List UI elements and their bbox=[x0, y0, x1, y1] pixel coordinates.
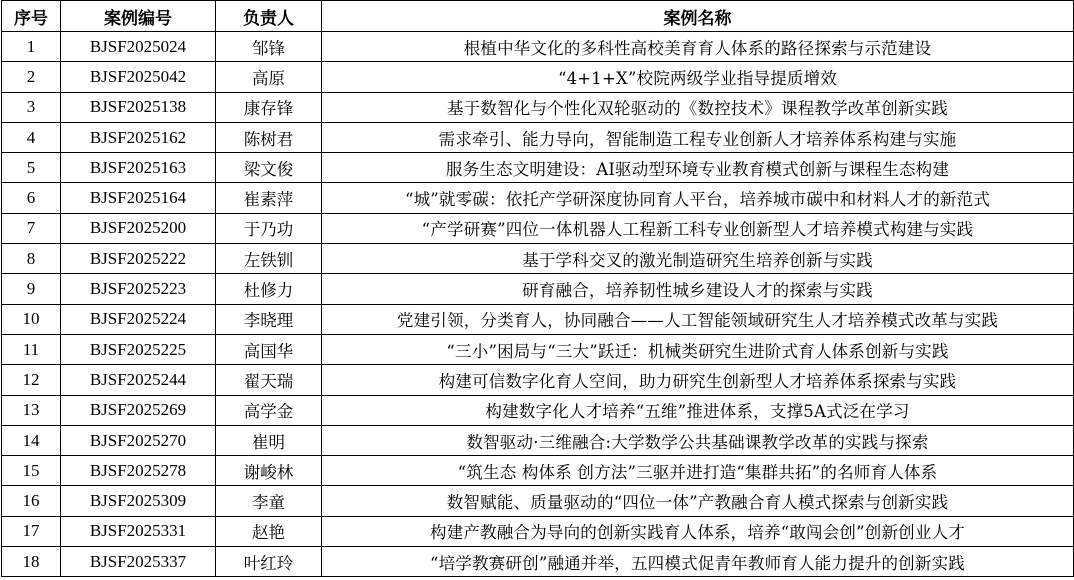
cell-case-title: “城”就零碳：依托产学研深度协同育人平台，培养城市碳中和材料人才的新范式 bbox=[322, 183, 1074, 213]
header-row bbox=[2, 1, 1074, 32]
cell-index: 5 bbox=[2, 153, 61, 183]
cell-case-code: BJSF2025244 bbox=[61, 365, 216, 395]
cell-case-title: 研育融合，培养韧性城乡建设人才的探索与实践 bbox=[322, 274, 1074, 304]
cell-owner: 赵艳 bbox=[216, 516, 322, 546]
table-row bbox=[2, 425, 1074, 455]
cell-owner: 左铁钏 bbox=[216, 244, 322, 274]
table-row bbox=[2, 395, 1074, 425]
cell-case-code: BJSF2025164 bbox=[61, 183, 216, 213]
cell-owner: 李晓理 bbox=[216, 304, 322, 334]
table-row bbox=[2, 183, 1074, 213]
cell-case-title: “培学教赛研创”融通并举，五四模式促青年教师育人能力提升的创新实践 bbox=[322, 547, 1074, 577]
cell-owner: 高原 bbox=[216, 62, 322, 92]
header-index: 序号 bbox=[2, 1, 61, 32]
cell-index: 18 bbox=[2, 547, 61, 577]
table-row bbox=[2, 334, 1074, 364]
cell-index: 2 bbox=[2, 62, 61, 92]
table-row bbox=[2, 122, 1074, 152]
cell-case-code: BJSF2025224 bbox=[61, 304, 216, 334]
cell-index: 6 bbox=[2, 183, 61, 213]
cell-index: 8 bbox=[2, 244, 61, 274]
cell-case-code: BJSF2025222 bbox=[61, 244, 216, 274]
cell-case-title: “筑生态 构体系 创方法”三驱并进打造“集群共拓”的名师育人体系 bbox=[322, 456, 1074, 486]
cell-owner: 陈树君 bbox=[216, 122, 322, 152]
cell-case-title: 数智驱动·三维融合:大学数学公共基础课教学改革的实践与探索 bbox=[322, 425, 1074, 455]
cell-case-code: BJSF2025270 bbox=[61, 425, 216, 455]
table-row bbox=[2, 456, 1074, 486]
table-row bbox=[2, 547, 1074, 577]
table-row bbox=[2, 244, 1074, 274]
cell-index: 4 bbox=[2, 122, 61, 152]
cell-owner: 高国华 bbox=[216, 334, 322, 364]
cell-index: 12 bbox=[2, 365, 61, 395]
cell-owner: 邹锋 bbox=[216, 32, 322, 62]
header-title: 案例名称 bbox=[322, 1, 1074, 32]
cell-case-title: 需求牵引、能力导向，智能制造工程专业创新人才培养体系构建与实施 bbox=[322, 122, 1074, 152]
cell-case-code: BJSF2025163 bbox=[61, 153, 216, 183]
cell-index: 7 bbox=[2, 213, 61, 243]
cell-case-title: 构建产教融合为导向的创新实践育人体系，培养“敢闯会创”创新创业人才 bbox=[322, 516, 1074, 546]
cell-index: 15 bbox=[2, 456, 61, 486]
cell-case-title: “4+1+X”校院两级学业指导提质增效 bbox=[322, 62, 1074, 92]
table-row bbox=[2, 32, 1074, 62]
cell-case-title: 服务生态文明建设：AI驱动型环境专业教育模式创新与课程生态构建 bbox=[322, 153, 1074, 183]
cell-case-code: BJSF2025278 bbox=[61, 456, 216, 486]
cell-case-title: 根植中华文化的多科性高校美育育人体系的路径探索与示范建设 bbox=[322, 32, 1074, 62]
cell-case-title: 基于学科交叉的激光制造研究生培养创新与实践 bbox=[322, 244, 1074, 274]
table-row bbox=[2, 62, 1074, 92]
cell-index: 14 bbox=[2, 425, 61, 455]
cell-owner: 梁文俊 bbox=[216, 153, 322, 183]
cell-index: 17 bbox=[2, 516, 61, 546]
cell-index: 16 bbox=[2, 486, 61, 516]
cell-case-code: BJSF2025162 bbox=[61, 122, 216, 152]
cell-owner: 谢峻林 bbox=[216, 456, 322, 486]
table-row bbox=[2, 486, 1074, 516]
cell-owner: 翟天瑞 bbox=[216, 365, 322, 395]
table-row bbox=[2, 153, 1074, 183]
table-row bbox=[2, 304, 1074, 334]
header-code: 案例编号 bbox=[61, 1, 216, 32]
table-body bbox=[2, 32, 1074, 577]
table-row bbox=[2, 213, 1074, 243]
cell-case-title: 党建引领，分类育人，协同融合——人工智能领域研究生人才培养模式改革与实践 bbox=[322, 304, 1074, 334]
table-row bbox=[2, 274, 1074, 304]
cell-case-code: BJSF2025225 bbox=[61, 334, 216, 364]
cell-owner: 杜修力 bbox=[216, 274, 322, 304]
cell-case-code: BJSF2025223 bbox=[61, 274, 216, 304]
cell-owner: 李童 bbox=[216, 486, 322, 516]
cell-owner: 康存锋 bbox=[216, 92, 322, 122]
cell-index: 3 bbox=[2, 92, 61, 122]
cell-index: 9 bbox=[2, 274, 61, 304]
cell-case-title: 数智赋能、质量驱动的“四位一体”产教融合育人模式探索与创新实践 bbox=[322, 486, 1074, 516]
case-list-table bbox=[1, 0, 1074, 577]
table-row bbox=[2, 516, 1074, 546]
cell-owner: 高学金 bbox=[216, 395, 322, 425]
cell-case-title: 构建可信数字化育人空间，助力研究生创新型人才培养体系探索与实践 bbox=[322, 365, 1074, 395]
cell-owner: 崔明 bbox=[216, 425, 322, 455]
table-header bbox=[2, 1, 1074, 32]
cell-index: 13 bbox=[2, 395, 61, 425]
cell-case-code: BJSF2025269 bbox=[61, 395, 216, 425]
cell-index: 10 bbox=[2, 304, 61, 334]
cell-owner: 于乃功 bbox=[216, 213, 322, 243]
cell-case-title: “三小”困局与“三大”跃迁：机械类研究生进阶式育人体系创新与实践 bbox=[322, 334, 1074, 364]
cell-case-code: BJSF2025309 bbox=[61, 486, 216, 516]
cell-case-title: “产学研赛”四位一体机器人工程新工科专业创新型人才培养模式构建与实践 bbox=[322, 213, 1074, 243]
cell-case-title: 构建数字化人才培养“五维”推进体系，支撑5A式泛在学习 bbox=[322, 395, 1074, 425]
table-row bbox=[2, 365, 1074, 395]
cell-index: 1 bbox=[2, 32, 61, 62]
cell-case-code: BJSF2025024 bbox=[61, 32, 216, 62]
cell-case-code: BJSF2025138 bbox=[61, 92, 216, 122]
cell-case-code: BJSF2025337 bbox=[61, 547, 216, 577]
cell-case-title: 基于数智化与个性化双轮驱动的《数控技术》课程教学改革创新实践 bbox=[322, 92, 1074, 122]
table-row bbox=[2, 92, 1074, 122]
cell-index: 11 bbox=[2, 334, 61, 364]
cell-case-code: BJSF2025042 bbox=[61, 62, 216, 92]
header-owner: 负责人 bbox=[216, 1, 322, 32]
cell-owner: 崔素萍 bbox=[216, 183, 322, 213]
cell-owner: 叶红玲 bbox=[216, 547, 322, 577]
cell-case-code: BJSF2025200 bbox=[61, 213, 216, 243]
cell-case-code: BJSF2025331 bbox=[61, 516, 216, 546]
